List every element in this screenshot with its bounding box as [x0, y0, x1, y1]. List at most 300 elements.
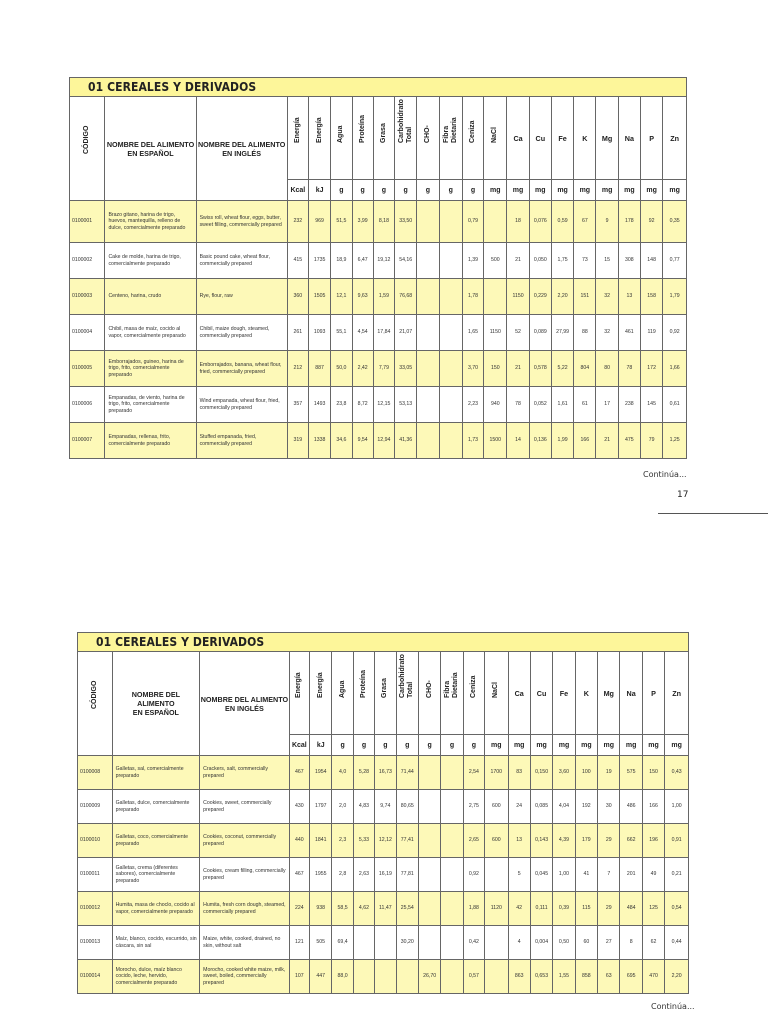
nutrient-value: 3,60	[553, 756, 575, 790]
nutrient-value: 1735	[308, 243, 330, 279]
food-code: 0100011	[78, 858, 113, 892]
nutrient-value: 0,229	[529, 279, 551, 315]
nutrient-value: 447	[310, 960, 332, 994]
header-nutrient-label: Fibra Dietaria	[442, 117, 458, 143]
nutrient-value: 5,28	[353, 756, 374, 790]
header-nutrient-label: NaCl	[491, 127, 499, 143]
header-nutrient-label: Agua	[337, 125, 345, 143]
header-nutrient-label: Energía	[293, 117, 301, 143]
header-nutrient-label: Energía	[295, 672, 303, 698]
nutrient-value: 19	[598, 756, 620, 790]
nutrient-value: 0,150	[530, 756, 552, 790]
header-nutrient-label: Energía	[316, 672, 324, 698]
nutrient-value: 1505	[308, 279, 330, 315]
nutrient-value: 1,78	[462, 279, 483, 315]
nutrient-value	[439, 351, 462, 387]
nutrient-value: 0,085	[530, 790, 552, 824]
header-nutrient-label: Grasa	[379, 123, 387, 143]
nutrient-value: 940	[484, 387, 507, 423]
table-row	[70, 201, 687, 243]
nutrient-value: 1,79	[663, 279, 687, 315]
nutrient-value: 1797	[310, 790, 332, 824]
nutrient-value	[485, 926, 508, 960]
nutrient-value: 1955	[310, 858, 332, 892]
nutrient-value: 500	[484, 243, 507, 279]
nutrient-value: 1,00	[553, 858, 575, 892]
unit-cell: Kcal	[289, 735, 309, 756]
table-row	[78, 790, 689, 824]
food-name-en: Cookies, coconut, commercially prepared	[200, 824, 290, 858]
nutrient-value: 21	[507, 351, 529, 387]
table-row	[70, 423, 687, 459]
nutrient-value: 158	[641, 279, 663, 315]
nutrient-value	[417, 351, 439, 387]
unit-cell: mg	[529, 180, 551, 201]
nutrient-value: 50,0	[331, 351, 352, 387]
nutrient-value: 88	[574, 315, 596, 351]
header-name-en: NOMBRE DEL ALIMENTO EN INGLÉS	[200, 652, 290, 756]
nutrient-value: 9,74	[375, 790, 396, 824]
nutrient-value	[439, 243, 462, 279]
nutrient-value: 80	[596, 351, 618, 387]
header-nutrient-label: CHO-	[425, 680, 433, 698]
nutrient-value: 261	[287, 315, 308, 351]
unit-cell: mg	[484, 180, 507, 201]
nutrient-value: 0,61	[663, 387, 687, 423]
header-nutrient	[353, 652, 374, 735]
food-code: 0100001	[70, 201, 105, 243]
nutrient-value: 9	[596, 201, 618, 243]
nutrient-value: 201	[620, 858, 642, 892]
nutrient-value: 30	[598, 790, 620, 824]
nutrient-value: 224	[289, 892, 309, 926]
nutrient-value: 14	[507, 423, 529, 459]
nutrient-value: 662	[620, 824, 642, 858]
nutrient-value: 32	[596, 279, 618, 315]
food-name-en: Cookies, sweet, commercially prepared	[200, 790, 290, 824]
column-headers	[78, 652, 689, 756]
food-name-es: Brazo gitano, harina de trigo, huevos, mantequilla, relleno de dulce, comercialmente preparado	[105, 201, 196, 243]
nutrient-value: 4,54	[352, 315, 373, 351]
unit-cell: g	[439, 180, 462, 201]
header-nutrient: Fe	[553, 652, 575, 735]
header-nutrient	[373, 97, 394, 180]
nutrient-value: 858	[575, 960, 597, 994]
nutrient-value: 1,59	[373, 279, 394, 315]
food-name-es: Galletas, dulce, comercialmente preparado	[112, 790, 200, 824]
nutrient-value: 0,92	[463, 858, 484, 892]
nutrient-value: 1120	[485, 892, 508, 926]
food-name-es: Galletas, coco, comercialmente preparado	[112, 824, 200, 858]
nutrient-value: 0,578	[529, 351, 551, 387]
nutrient-value: 0,79	[462, 201, 483, 243]
nutrient-value: 887	[308, 351, 330, 387]
header-nutrient-label: Energía	[315, 117, 323, 143]
nutrient-value: 6,47	[352, 243, 373, 279]
nutrient-value: 1338	[308, 423, 330, 459]
footer-rule	[658, 513, 768, 514]
nutrient-value: 151	[574, 279, 596, 315]
nutrient-value: 192	[575, 790, 597, 824]
header-nutrient-label: Grasa	[381, 678, 389, 698]
nutrient-value: 58,5	[332, 892, 353, 926]
nutrient-value: 11,47	[375, 892, 396, 926]
food-name-en: Swiss roll, wheat flour, eggs, butter, sweet filling, commercially prepared	[196, 201, 287, 243]
food-name-es: Chibil, masa de maíz, cocido al vapor, comercialmente preparado	[105, 315, 196, 351]
nutrient-value: 21	[596, 423, 618, 459]
header-nutrient: K	[575, 652, 597, 735]
nutrient-value: 600	[485, 824, 508, 858]
nutrient-value: 0,91	[665, 824, 689, 858]
nutrient-value: 166	[642, 790, 664, 824]
table-body	[70, 201, 687, 459]
header-nutrient-label: Fibra Dietaria	[444, 672, 460, 698]
nutrient-value: 2,63	[353, 858, 374, 892]
header-nutrient	[375, 652, 396, 735]
nutrient-value: 0,143	[530, 824, 552, 858]
unit-cell: g	[441, 735, 463, 756]
unit-cell: mg	[507, 180, 529, 201]
nutrient-value: 67	[574, 201, 596, 243]
food-name-es: Centeno, harina, crudo	[105, 279, 196, 315]
unit-cell: mg	[574, 180, 596, 201]
nutrient-value: 53,13	[395, 387, 417, 423]
nutrient-value: 23,8	[331, 387, 352, 423]
nutrient-value: 2,20	[665, 960, 689, 994]
nutrient-value: 5,22	[551, 351, 573, 387]
food-name-en: Maize, white, cooked, drained, no skin, without salt	[200, 926, 290, 960]
table-row	[70, 351, 687, 387]
unit-cell: g	[417, 180, 439, 201]
nutrient-value: 2,42	[352, 351, 373, 387]
food-code: 0100003	[70, 279, 105, 315]
unit-cell: g	[353, 735, 374, 756]
nutrient-value: 5,33	[353, 824, 374, 858]
nutrient-value: 2,54	[463, 756, 484, 790]
nutrient-value: 4,39	[553, 824, 575, 858]
nutrient-value: 430	[289, 790, 309, 824]
nutrient-value	[417, 387, 439, 423]
table-row	[78, 926, 689, 960]
nutrient-value: 461	[618, 315, 640, 351]
nutrient-value	[439, 279, 462, 315]
unit-cell: mg	[485, 735, 508, 756]
nutrient-value: 7	[598, 858, 620, 892]
nutrient-value: 938	[310, 892, 332, 926]
food-name-en: Emborrajados, banana, wheat flour, fried, commercially prepared	[196, 351, 287, 387]
nutrient-value: 695	[620, 960, 642, 994]
nutrition-table-1	[69, 77, 687, 459]
nutrient-value: 26,70	[418, 960, 440, 994]
header-nutrient-label: Carbohidrato Total	[397, 99, 413, 143]
header-nutrient	[485, 652, 508, 735]
nutrient-value: 73	[574, 243, 596, 279]
table-row	[78, 960, 689, 994]
header-name-en: NOMBRE DEL ALIMENTO EN INGLÉS	[196, 97, 287, 201]
nutrient-value: 8	[620, 926, 642, 960]
header-code-label: CÓDIGO	[90, 680, 98, 709]
unit-cell: mg	[530, 735, 552, 756]
food-code: 0100004	[70, 315, 105, 351]
nutrient-value: 1,75	[551, 243, 573, 279]
unit-cell: g	[352, 180, 373, 201]
table-row	[78, 824, 689, 858]
nutrient-value	[417, 315, 439, 351]
nutrient-value: 55,1	[331, 315, 352, 351]
nutrient-value: 0,004	[530, 926, 552, 960]
section-title: 01 CEREALES Y DERIVADOS	[78, 633, 689, 652]
nutrient-value: 41	[575, 858, 597, 892]
nutrient-value: 1,73	[462, 423, 483, 459]
unit-cell: mg	[642, 735, 664, 756]
nutrient-value: 0,050	[529, 243, 551, 279]
nutrient-value: 440	[289, 824, 309, 858]
header-nutrient	[331, 97, 352, 180]
header-nutrient-label: Ceniza	[468, 120, 476, 143]
nutrient-value	[417, 243, 439, 279]
header-nutrient-label: Carbohidrato Total	[399, 654, 415, 698]
nutrient-value: 484	[620, 892, 642, 926]
unit-cell: kJ	[310, 735, 332, 756]
nutrient-value: 25,54	[396, 892, 418, 926]
nutrient-value: 0,089	[529, 315, 551, 351]
nutrient-value	[375, 926, 396, 960]
unit-cell: mg	[596, 180, 618, 201]
nutrient-value: 0,92	[663, 315, 687, 351]
nutrient-value: 2,23	[462, 387, 483, 423]
nutrient-value: 0,39	[553, 892, 575, 926]
nutrient-value: 29	[598, 892, 620, 926]
header-nutrient	[332, 652, 353, 735]
unit-cell: mg	[641, 180, 663, 201]
nutrient-value: 2,20	[551, 279, 573, 315]
header-name-es: NOMBRE DEL ALIMENTO EN ESPAÑOL	[105, 97, 196, 201]
nutrient-value: 475	[618, 423, 640, 459]
nutrient-value: 21	[507, 243, 529, 279]
header-nutrient	[289, 652, 309, 735]
nutrient-value: 78	[618, 351, 640, 387]
nutrient-value: 1,61	[551, 387, 573, 423]
food-code: 0100010	[78, 824, 113, 858]
nutrient-value: 600	[485, 790, 508, 824]
nutrient-value: 1,65	[462, 315, 483, 351]
nutrient-value: 3,99	[352, 201, 373, 243]
nutrient-value: 172	[641, 351, 663, 387]
nutrient-value: 18,9	[331, 243, 352, 279]
food-name-en: Rye, flour, raw	[196, 279, 287, 315]
nutrient-value: 27	[598, 926, 620, 960]
nutrient-value: 3,70	[462, 351, 483, 387]
nutrient-value	[439, 387, 462, 423]
food-name-en: Stuffed empanada, fried, commercially prepared	[196, 423, 287, 459]
nutrient-value: 2,3	[332, 824, 353, 858]
nutrient-value: 51,5	[331, 201, 352, 243]
nutrient-value: 0,111	[530, 892, 552, 926]
nutrient-value: 8,18	[373, 201, 394, 243]
nutrient-value: 19,12	[373, 243, 394, 279]
header-nutrient	[418, 652, 440, 735]
header-nutrient: Cu	[530, 652, 552, 735]
header-nutrient: Ca	[508, 652, 530, 735]
nutrient-value	[418, 824, 440, 858]
nutrient-value: 77,41	[396, 824, 418, 858]
nutrient-value	[417, 279, 439, 315]
nutrient-value: 0,43	[665, 756, 689, 790]
nutrient-value	[353, 926, 374, 960]
nutrient-value: 5	[508, 858, 530, 892]
nutrient-value: 0,42	[463, 926, 484, 960]
nutrient-value: 83	[508, 756, 530, 790]
nutrient-value: 0,77	[663, 243, 687, 279]
nutrient-value: 0,045	[530, 858, 552, 892]
table-row	[78, 858, 689, 892]
header-nutrient: Fe	[551, 97, 573, 180]
nutrient-value: 1,00	[665, 790, 689, 824]
nutrient-value	[418, 892, 440, 926]
nutrient-value: 77,81	[396, 858, 418, 892]
nutrient-value: 196	[642, 824, 664, 858]
nutrient-value: 88,0	[332, 960, 353, 994]
nutrient-value: 319	[287, 423, 308, 459]
nutrient-value	[439, 201, 462, 243]
nutrient-value: 79	[641, 423, 663, 459]
header-nutrient: Mg	[598, 652, 620, 735]
food-code: 0100014	[78, 960, 113, 994]
food-code: 0100008	[78, 756, 113, 790]
nutrient-value: 467	[289, 756, 309, 790]
nutrient-value	[417, 423, 439, 459]
unit-cell: mg	[553, 735, 575, 756]
nutrient-value: 4,62	[353, 892, 374, 926]
header-nutrient-label: CHO-	[423, 125, 431, 143]
nutrient-value: 121	[289, 926, 309, 960]
continued-note: Continúa...	[643, 470, 687, 479]
nutrient-value: 360	[287, 279, 308, 315]
food-name-en: Chibil, maize dough, steamed, commercially prepared	[196, 315, 287, 351]
nutrient-value	[418, 790, 440, 824]
nutrient-value	[441, 756, 463, 790]
nutrient-value	[441, 926, 463, 960]
nutrient-value: 4,0	[332, 756, 353, 790]
food-code: 0100005	[70, 351, 105, 387]
nutrient-value: 17,84	[373, 315, 394, 351]
unit-cell: mg	[598, 735, 620, 756]
nutrient-value: 21,07	[395, 315, 417, 351]
unit-cell: g	[462, 180, 483, 201]
nutrient-value: 0,57	[463, 960, 484, 994]
nutrient-value: 0,052	[529, 387, 551, 423]
food-name-es: Empanadas, de viento, harina de trigo, frito, comercialmente preparado	[105, 387, 196, 423]
nutrient-value: 2,65	[463, 824, 484, 858]
header-nutrient	[395, 97, 417, 180]
nutrient-value: 78	[507, 387, 529, 423]
nutrient-value: 1,39	[462, 243, 483, 279]
nutrient-value: 0,136	[529, 423, 551, 459]
nutrient-value: 486	[620, 790, 642, 824]
nutrient-value: 2,8	[332, 858, 353, 892]
nutrient-value: 1,55	[553, 960, 575, 994]
nutrient-value	[484, 201, 507, 243]
nutrient-value: 804	[574, 351, 596, 387]
nutrient-value: 18	[507, 201, 529, 243]
nutrient-value	[441, 824, 463, 858]
header-nutrient: Cu	[529, 97, 551, 180]
header-nutrient-label: Proteína	[359, 669, 367, 698]
nutrient-value: 60	[575, 926, 597, 960]
food-name-en: Wind empanada, wheat flour, fried, commercially prepared	[196, 387, 287, 423]
nutrient-value: 0,54	[665, 892, 689, 926]
nutrient-value: 33,05	[395, 351, 417, 387]
nutrient-value: 0,50	[553, 926, 575, 960]
header-nutrient	[462, 97, 483, 180]
column-headers	[70, 97, 687, 201]
food-name-es: Maíz, blanco, cocido, escurrido, sin cáscara, sin sal	[112, 926, 200, 960]
food-name-es: Empanadas, rellenas, frito, comercialmente preparado	[105, 423, 196, 459]
nutrient-value: 17	[596, 387, 618, 423]
food-name-es: Cake de molde, harina de trigo, comercialmente preparado	[105, 243, 196, 279]
nutrient-value: 1,66	[663, 351, 687, 387]
header-nutrient	[396, 652, 418, 735]
food-name-en: Crackers, salt, commercially prepared	[200, 756, 290, 790]
header-nutrient: Na	[620, 652, 642, 735]
food-name-es: Emborrajados, guineo, harina de trigo, frito, comercialmente preparado	[105, 351, 196, 387]
nutrient-value: 575	[620, 756, 642, 790]
nutrient-value: 0,59	[551, 201, 573, 243]
table-row	[78, 756, 689, 790]
nutrient-value: 1,88	[463, 892, 484, 926]
nutrient-value: 1150	[507, 279, 529, 315]
nutrient-value	[441, 790, 463, 824]
nutrient-value: 49	[642, 858, 664, 892]
header-nutrient: K	[574, 97, 596, 180]
nutrient-value: 8,72	[352, 387, 373, 423]
header-name-es: NOMBRE DEL ALIMENTO EN ESPAÑOL	[112, 652, 200, 756]
nutrient-value: 62	[642, 926, 664, 960]
header-nutrient	[310, 652, 332, 735]
nutrient-value: 212	[287, 351, 308, 387]
nutrient-value: 12,15	[373, 387, 394, 423]
table-row	[70, 387, 687, 423]
nutrient-value: 7,79	[373, 351, 394, 387]
unit-cell: mg	[575, 735, 597, 756]
nutrient-value: 505	[310, 926, 332, 960]
nutrient-value: 41,36	[395, 423, 417, 459]
nutrient-value: 2,0	[332, 790, 353, 824]
table-row	[70, 315, 687, 351]
nutrient-value: 1,25	[663, 423, 687, 459]
food-code: 0100012	[78, 892, 113, 926]
nutrient-value	[418, 926, 440, 960]
header-nutrient	[484, 97, 507, 180]
unit-cell: mg	[620, 735, 642, 756]
food-code: 0100009	[78, 790, 113, 824]
header-nutrient: P	[642, 652, 664, 735]
nutrient-value: 16,19	[375, 858, 396, 892]
food-name-es: Morocho, dulce, maíz blanco cocido, leche, hervido, comercialmente preparado	[112, 960, 200, 994]
food-name-en: Basic pound cake, wheat flour, commercially prepared	[196, 243, 287, 279]
nutrient-value: 12,12	[375, 824, 396, 858]
food-name-es: Galletas, sal, comercialmente preparado	[112, 756, 200, 790]
nutrient-value: 179	[575, 824, 597, 858]
header-code-label: CÓDIGO	[83, 125, 91, 154]
nutrient-value: 0,076	[529, 201, 551, 243]
food-code: 0100013	[78, 926, 113, 960]
nutrient-value: 52	[507, 315, 529, 351]
nutrient-value: 30,20	[396, 926, 418, 960]
header-nutrient-label: Proteína	[358, 114, 366, 143]
unit-cell: g	[373, 180, 394, 201]
nutrient-value: 148	[641, 243, 663, 279]
